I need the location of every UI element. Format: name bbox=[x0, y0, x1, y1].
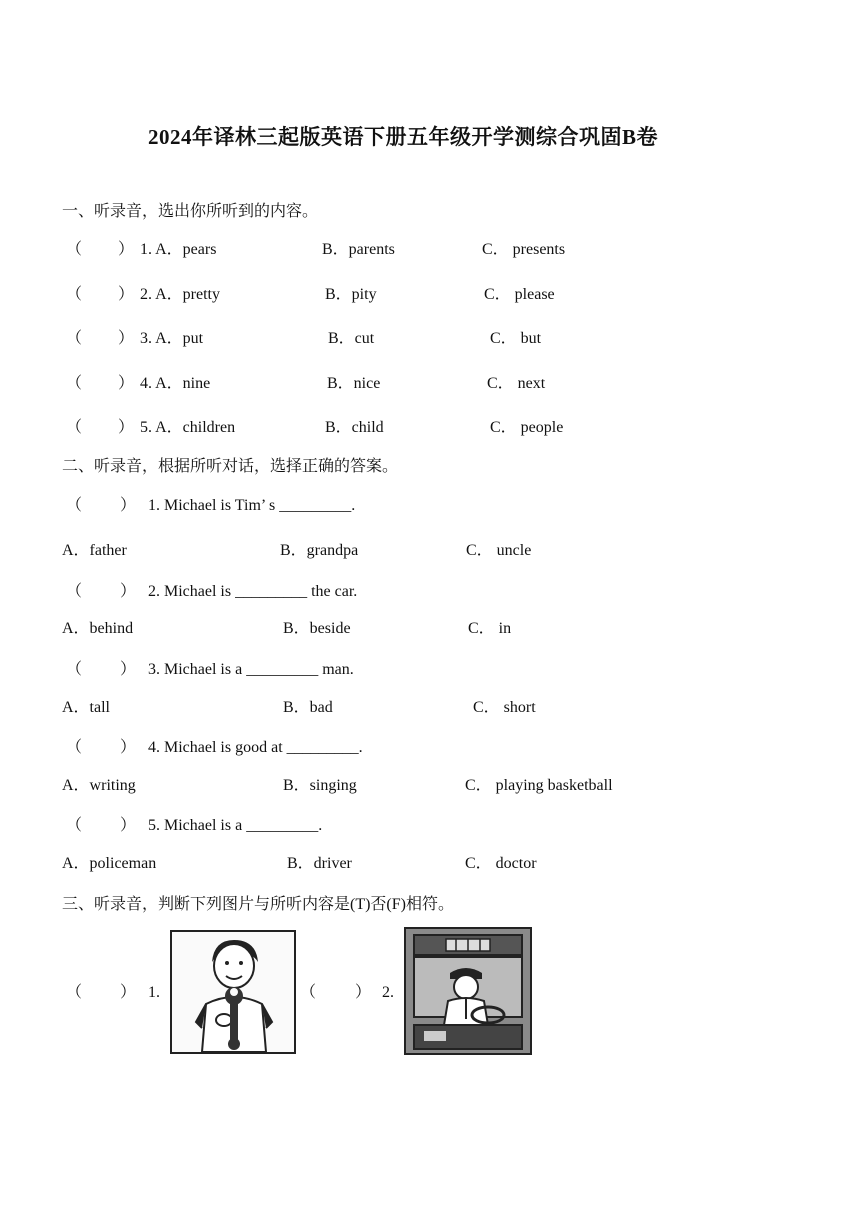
option-b: B．bad bbox=[283, 699, 333, 716]
man-with-wrench-illustration bbox=[172, 932, 294, 1052]
answer-paren-open: （ bbox=[66, 583, 83, 600]
question-text: 5. Michael is a _________. bbox=[148, 817, 323, 834]
option-a: A．tall bbox=[62, 699, 110, 716]
answer-paren-close: ） bbox=[120, 661, 137, 678]
question-text: 4. Michael is good at _________. bbox=[148, 739, 363, 756]
answer-paren-open: （ bbox=[66, 330, 83, 347]
option-b: B．parents bbox=[322, 241, 395, 258]
answer-paren-close: ） bbox=[120, 984, 137, 1001]
option-b: B．nice bbox=[327, 375, 381, 392]
answer-paren-close: ） bbox=[118, 330, 135, 347]
bus-driver-picture bbox=[404, 927, 532, 1055]
answer-paren-close: ） bbox=[118, 241, 135, 258]
option-b: B．pity bbox=[325, 286, 377, 303]
answer-paren-open: （ bbox=[66, 497, 83, 514]
option-b: B．grandpa bbox=[280, 542, 359, 559]
question-text: 2. Michael is _________ the car. bbox=[148, 583, 358, 600]
answer-paren-open: （ bbox=[66, 286, 83, 303]
option-a: 4. A．nine bbox=[140, 375, 211, 392]
option-c: C． doctor bbox=[465, 855, 537, 872]
answer-paren-close: ） bbox=[118, 286, 135, 303]
page-title: 2024年译林三起版英语下册五年级开学测综合巩固B卷 bbox=[148, 125, 659, 149]
option-b: B．child bbox=[325, 419, 384, 436]
option-c: C． presents bbox=[482, 241, 566, 258]
section-1-heading: 一、听录音，选出你所听到的内容。 bbox=[62, 203, 319, 220]
option-b: B．beside bbox=[283, 620, 351, 637]
option-a: 1. A．pears bbox=[140, 241, 217, 258]
answer-paren-close: ） bbox=[120, 739, 137, 756]
option-c: C． uncle bbox=[466, 542, 532, 559]
option-a: A．behind bbox=[62, 620, 134, 637]
option-c: C． but bbox=[490, 330, 542, 347]
option-b: B．driver bbox=[287, 855, 352, 872]
answer-paren-close: ） bbox=[118, 375, 135, 392]
item-number: 2. bbox=[382, 984, 394, 1001]
option-a: A．writing bbox=[62, 777, 136, 794]
option-b: B．cut bbox=[328, 330, 375, 347]
bus-driver-illustration bbox=[406, 929, 530, 1053]
question-text: 1. Michael is Tim’ s _________. bbox=[148, 497, 356, 514]
option-a: A．policeman bbox=[62, 855, 157, 872]
option-a: 5. A．children bbox=[140, 419, 236, 436]
answer-paren-close: ） bbox=[355, 984, 372, 1001]
option-a: A．father bbox=[62, 542, 127, 559]
option-a: 3. A．put bbox=[140, 330, 204, 347]
option-c: C． please bbox=[484, 286, 555, 303]
option-c: C． next bbox=[487, 375, 546, 392]
answer-paren-close: ） bbox=[118, 419, 135, 436]
answer-paren-open: （ bbox=[66, 241, 83, 258]
answer-paren-open: （ bbox=[66, 375, 83, 392]
answer-paren-open: （ bbox=[66, 739, 83, 756]
option-c: C． short bbox=[473, 699, 536, 716]
answer-paren-open: （ bbox=[66, 419, 83, 436]
answer-paren-open: （ bbox=[66, 661, 83, 678]
answer-paren-open: （ bbox=[66, 817, 83, 834]
option-c: C． people bbox=[490, 419, 564, 436]
section-2-heading: 二、听录音，根据所听对话，选择正确的答案。 bbox=[62, 458, 399, 475]
answer-paren-close: ） bbox=[120, 497, 137, 514]
item-number: 1. bbox=[148, 984, 160, 1001]
question-text: 3. Michael is a _________ man. bbox=[148, 661, 354, 678]
answer-paren-open: （ bbox=[66, 984, 83, 1001]
answer-paren-open: （ bbox=[300, 984, 317, 1001]
option-c: C． playing basketball bbox=[465, 777, 613, 794]
answer-paren-close: ） bbox=[120, 817, 137, 834]
option-b: B．singing bbox=[283, 777, 357, 794]
section-3-heading: 三、听录音，判断下列图片与所听内容是(T)否(F)相符。 bbox=[62, 896, 454, 913]
option-c: C． in bbox=[468, 620, 512, 637]
answer-paren-close: ） bbox=[120, 583, 137, 600]
man-with-wrench-picture bbox=[170, 930, 296, 1054]
option-a: 2. A．pretty bbox=[140, 286, 220, 303]
